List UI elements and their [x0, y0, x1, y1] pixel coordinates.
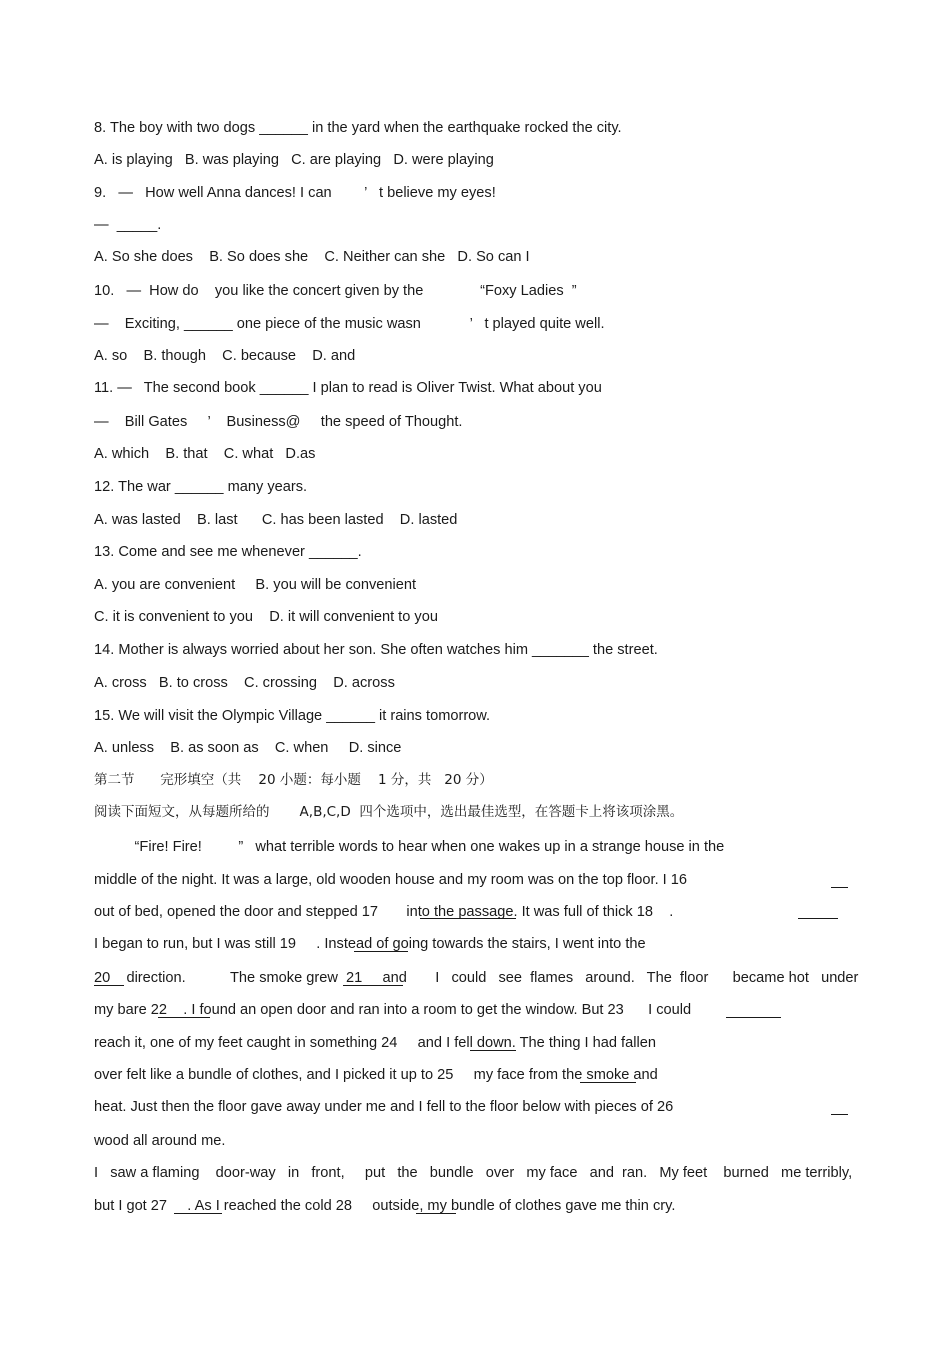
blank-21-line [343, 985, 403, 986]
passage-line-3: out of bed, opened the door and stepped 17 into the passage. It was full of thick 18 . [94, 904, 674, 920]
q13-stem: 13. Come and see me whenever ______. [94, 544, 362, 560]
blank-26-line [831, 1114, 848, 1115]
blank-23-line [726, 1017, 781, 1018]
q15-stem: 15. We will visit the Olympic Village ______ it rains tomorrow. [94, 708, 491, 724]
passage-line-6: my bare 22 . I found an open door and ran into a room to get the window. But 23 I could [94, 1002, 692, 1018]
section-instructions: 阅读下面短文，从每题所给的 A,B,C,D 四个选项中，选出最佳选型，在答题卡上将该项涂黑。 [94, 804, 684, 820]
passage-line-2: middle of the night. It was a large, old wooden house and my room was on the top floor. I 16 [94, 872, 688, 888]
passage-line-4: I began to run, but I was still 19 . Instead of going towards the stairs, I went into the [94, 936, 646, 952]
passage-line-8: over felt like a bundle of clothes, and I picked it up to 25 my face from the smoke and [94, 1067, 658, 1083]
q14-stem: 14. Mother is always worried about her son. She often watches him _______ the street. [94, 642, 658, 658]
q10-response: — Exciting, ______ one piece of the music wasn ’ t played quite well. [94, 316, 605, 332]
passage-line-1: “Fire! Fire! ” what terrible words to hear when one wakes up in a strange house in the [94, 839, 725, 855]
blank-27-line [174, 1213, 222, 1214]
passage-line-11: I saw a flaming door-way in front, put the bundle over my face and ran. My feet burned me terribly, [94, 1165, 853, 1181]
q9-options: A. So she does B. So does she C. Neither can she D. So can I [94, 249, 530, 265]
q10-options: A. so B. though C. because D. and [94, 348, 356, 364]
q8-options: A. is playing B. was playing C. are playing D. were playing [94, 152, 494, 168]
q8-stem: 8. The boy with two dogs ______ in the yard when the earthquake rocked the city. [94, 120, 622, 136]
passage-line-12: but I got 27 . As I reached the cold 28 outside, my bundle of clothes gave me thin cry. [94, 1198, 676, 1214]
section-heading: 第二节 完形填空（共 20 小题：每小题 1 分，共 20 分） [94, 772, 493, 788]
passage-underline [580, 1082, 636, 1083]
q9-stem: 9. — How well Anna dances! I can ’ t believe my eyes! [94, 185, 496, 201]
blank-18-line [798, 918, 838, 919]
q13-options-cd: C. it is convenient to you D. it will convenient to you [94, 609, 438, 625]
q10-stem: 10. — How do you like the concert given by the “Foxy Ladies ” [94, 283, 577, 299]
passage-underline [470, 1050, 516, 1051]
blank-16-line [831, 887, 848, 888]
q11-stem: 11. — The second book ______ I plan to read is Oliver Twist. What about you [94, 380, 602, 396]
passage-underline [420, 918, 516, 919]
passage-line-9: heat. Just then the floor gave away under me and I fell to the floor below with pieces of 26 [94, 1099, 674, 1115]
q13-options-ab: A. you are convenient B. you will be convenient [94, 577, 417, 593]
q14-options: A. cross B. to cross C. crossing D. across [94, 675, 395, 691]
q12-options: A. was lasted B. last C. has been lasted D. lasted [94, 512, 458, 528]
passage-underline [354, 951, 408, 952]
blank-22-line [158, 1017, 210, 1018]
q11-response: — Bill Gates ’ Business@ the speed of Thought. [94, 414, 463, 430]
blank-20-line [94, 985, 124, 986]
q9-response: — _____. [94, 217, 162, 233]
q12-stem: 12. The war ______ many years. [94, 479, 308, 495]
passage-line-7: reach it, one of my feet caught in something 24 and I fell down. The thing I had fallen [94, 1035, 656, 1051]
q11-options: A. which B. that C. what D.as [94, 446, 316, 462]
q15-options: A. unless B. as soon as C. when D. since [94, 740, 402, 756]
passage-underline [416, 1213, 456, 1214]
passage-line-5: 20 direction. The smoke grew 21 and I could see flames around. The floor became hot under [94, 970, 859, 986]
passage-line-10: wood all around me. [94, 1133, 226, 1149]
